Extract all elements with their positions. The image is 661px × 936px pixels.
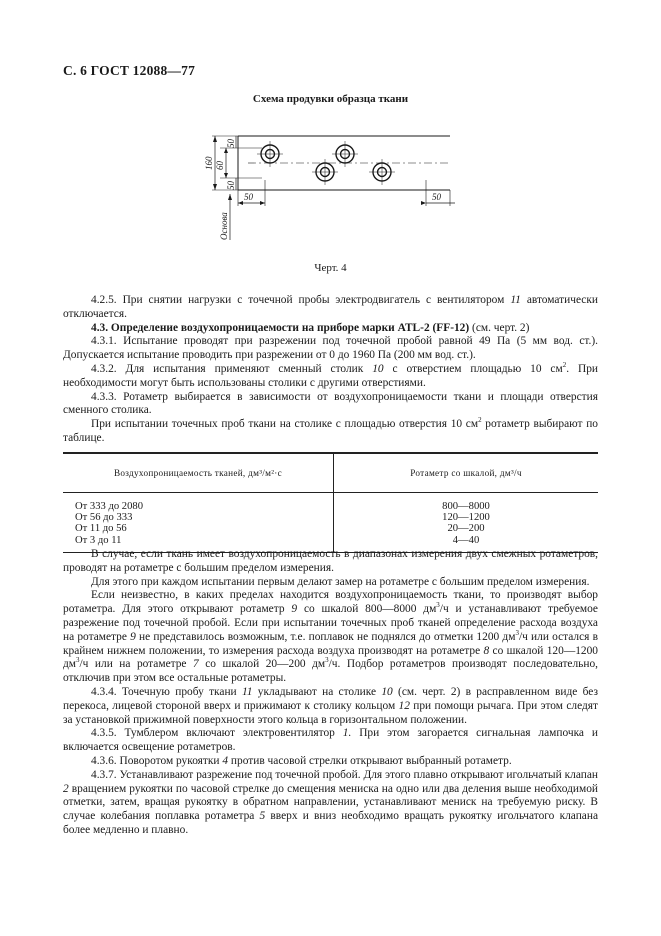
table-header: Воздухопроницаемость тканей, дм³/м²·с [63,453,334,493]
section-heading: 4.3. Определение воздухопроницаемости на приборе марки ATL-2 (FF-12) (см. черт. 2) [91,321,530,334]
lower-text-block [63,548,598,838]
table-cell: От 333 до 2080 От 56 до 333 От 11 до 56 От 3 до 11 [63,493,334,552]
figure-caption: Черт. 4 [314,262,347,274]
paragraph: 4.3.2. Для испытания применяют сменный столик 10 с отверстием площадью 10 $см^2$. При необходимости могут быть использованы столики с другими отверстиями. [63,361,598,389]
paragraph: В случае, если ткань имеет воздухопроницаемость в диапазонах измерения двух смежных ротаметров, проводят на ротаметре с большим пределом измерения. [63,548,598,574]
dim-bottom-offset: 50 [226,181,236,190]
paragraph: Для этого при каждом испытании первым делают замер на ротаметре с большим пределом измерения. [91,575,590,588]
paragraph: Если неизвестно, в каких пределах находится воздухопроницаемость ткани, то производят выбор ротаметра. Для этого открывают ротаметр 9 со шкалой 800—8000 $дм^3/ч$ и устанавливают требуемое разрежение под точечной пробой. Если при испытании точечных проб тканей определение расхода воздуха на ротаметре 9 не представилось возможным, т.е. поплавок не поднялся до отметки 1200 $дм^3/ч$ или остался в крайнем нижнем положении, то измерения расхода воздуха производят на ротаметре 8 со шкалой 120—1200 $дм^3/ч$ или на ротаметре 7 со шкалой 20—200 $дм^3/ч$. Подбор ротаметров производят последовательно, отключив при этом все остальные ротаметры. [63,589,599,685]
paragraph: 4.3.6. Поворотом рукоятки 4 против часовой стрелки открывают выбранный ротаметр. [91,754,512,767]
upper-text-block [63,294,598,446]
figure-title: Схема продувки образца ткани [252,93,409,105]
paragraph: 4.3.3. Ротаметр выбирается в зависимости от воздухопроницаемости ткани и площади отверстия сменного столика. [63,390,598,417]
dim-overall-height: 160 [204,156,214,170]
dim-right-offset: 50 [432,192,441,202]
rotameter-table [63,452,598,553]
paragraph: 4.3.5. Тумблером включают электровентилятор 1. При этом загорается сигнальная лампочка и включается освещение ротаметров. [63,727,598,754]
warp-label: Основа [219,212,229,240]
table-row [63,493,598,552]
fabric-sample-diagram [190,118,470,248]
paragraph: 4.2.5. При снятии нагрузки с точечной пробы электродвигатель с вентилятором 11 автоматически отключается. [63,294,598,320]
dim-left-offset: 50 [244,192,253,202]
dim-top-offset: 50 [226,139,236,148]
paragraph: 4.3.1. Испытание проводят при разрежении под точечной пробой равной 49 Па (5 мм вод. ст.). Допускается испытание проводить при разрежении от 0 до 1960 Па (200 мм вод. ст.). [63,335,598,362]
page-header: С. 6 ГОСТ 12088—77 [63,63,196,78]
paragraph: При испытании точечных проб ткани на столике с площадью отверстия 10 $см^2$ ротаметр выбирают по таблице. [63,416,598,444]
dim-middle-height: 60 [215,161,225,170]
table-header: Ротаметр со шкалой, дм³/ч [334,453,599,493]
table-cell: 800—8000 120—1200 20—200 4—40 [442,501,490,546]
paragraph: 4.3.4. Точечную пробу ткани 11 укладывают на столике 10 (см. черт. 2) в расправленном виде без перекоса, лицевой стороной вверх и прижимают к столику кольцом 12 при помощи рычага. При этом следят за установкой прижимной поверхности этого кольца в горизонтальном положении. [63,685,598,726]
paragraph: 4.3.7. Устанавливают разрежение под точечной пробой. Для этого плавно открывают игольчатый клапан 2 вращением рукоятки по часовой стрелке до смещения мениска на одно или два деления выше необходимой отметки, затем, вращая рукоятку в обратном направлении, устанавливают мениск на требуемую риску. В случае колебания поплавка ротаметра 5 вверх и вниз необходимо вращать рукоятку игольчатого клапана более медленно и плавно. [63,768,598,836]
